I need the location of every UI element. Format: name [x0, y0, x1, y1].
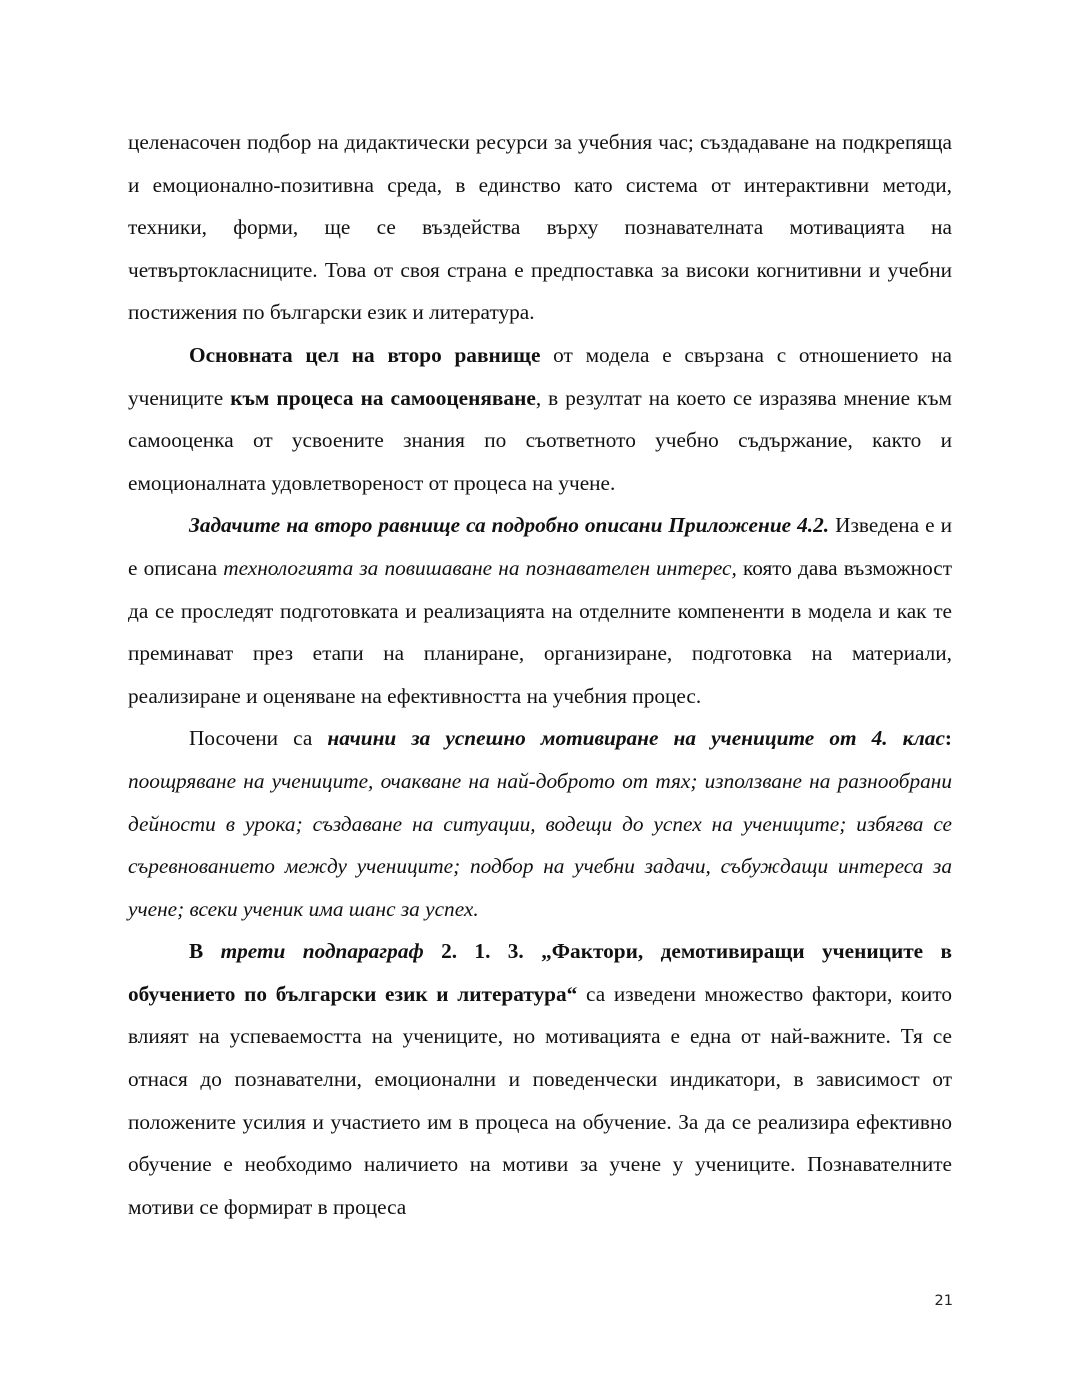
paragraph-1	[128, 121, 952, 334]
text-run: целенасочен подбор на дидактически ресурси за учебния час; създадаване на подкрепяща и емоционално-позитивна среда, в единство като система от интерактивни методи, техники, форми, ще се въздейства върху познавателната мотивацията на четвъртокласниците. Това от своя страна е предпоставка за високи когнитивни и учебни постижения по български език и литература.	[128, 130, 952, 325]
text-run-bold-italic: трети подпараграф	[220, 939, 424, 964]
text-run-bold: :	[944, 726, 952, 751]
text-run: Посочени са	[189, 726, 328, 751]
text-run-italic: поощряване на учениците, очакване на най-доброто от тях; използване на разнообрани дейности в урока; създаване на ситуации, водещи до успех на учениците; избягва се съревнованието между учениците; подбор на учебни задачи, събуждащи интереса за учене; всеки ученик има шанс за успех.	[128, 768, 952, 921]
text-run-bold: към процеса на самооценяване	[230, 385, 536, 410]
text-run-bold: 2. 1. 3. „Фактори, демотивиращи учениците в обучението по български език и литература“	[128, 939, 953, 1006]
paragraph-3	[128, 504, 952, 717]
body-text	[128, 121, 952, 1228]
text-run-bold: Основната цел на второ равнище	[189, 342, 541, 367]
text-run-bold: В	[189, 939, 221, 964]
text-run: Изведена е и е описана	[128, 513, 953, 580]
paragraph-4	[128, 717, 952, 930]
paragraph-5	[128, 930, 952, 1228]
text-run: , в резултат на което се изразява мнение към самооценка от усвоените знания по съответното учебно съдържание, както и емоционалната удовлетвореност от процеса на учене.	[128, 385, 952, 495]
text-run: са изведени множество фактори, които влияят на успеваемостта на учениците, но мотивацията е една от най-важните. Тя се отнася до познавателни, емоционални и поведенчески индикатори, в зависимост от положените усилия и участието им в процеса на обучение. За да се реализира ефективно обучение е необходимо наличието на мотиви за учене у учениците. Познавателните мотиви се формират в процеса	[128, 981, 953, 1219]
text-run: която дава възможност да се проследят подготовката и реализацията на отделните компененти в модела и как те преминават през етапи на планиране, организиране, подготовка на материали, реализиране и оценяване на ефективността на учебния процес.	[128, 555, 953, 708]
page-number: 21	[934, 1293, 953, 1309]
paragraph-2	[128, 334, 952, 504]
text-run: от модела е свързана с отношението на учениците	[128, 342, 952, 410]
text-run-bold-italic: начини за успешно мотивиране на учениците от 4. клас	[327, 726, 945, 751]
text-run-italic: технологията за повишаване на познавателен интерес,	[223, 555, 737, 580]
text-run-bold-italic: Задачите на второ равнище са подробно описани Приложение 4.2.	[189, 513, 830, 538]
